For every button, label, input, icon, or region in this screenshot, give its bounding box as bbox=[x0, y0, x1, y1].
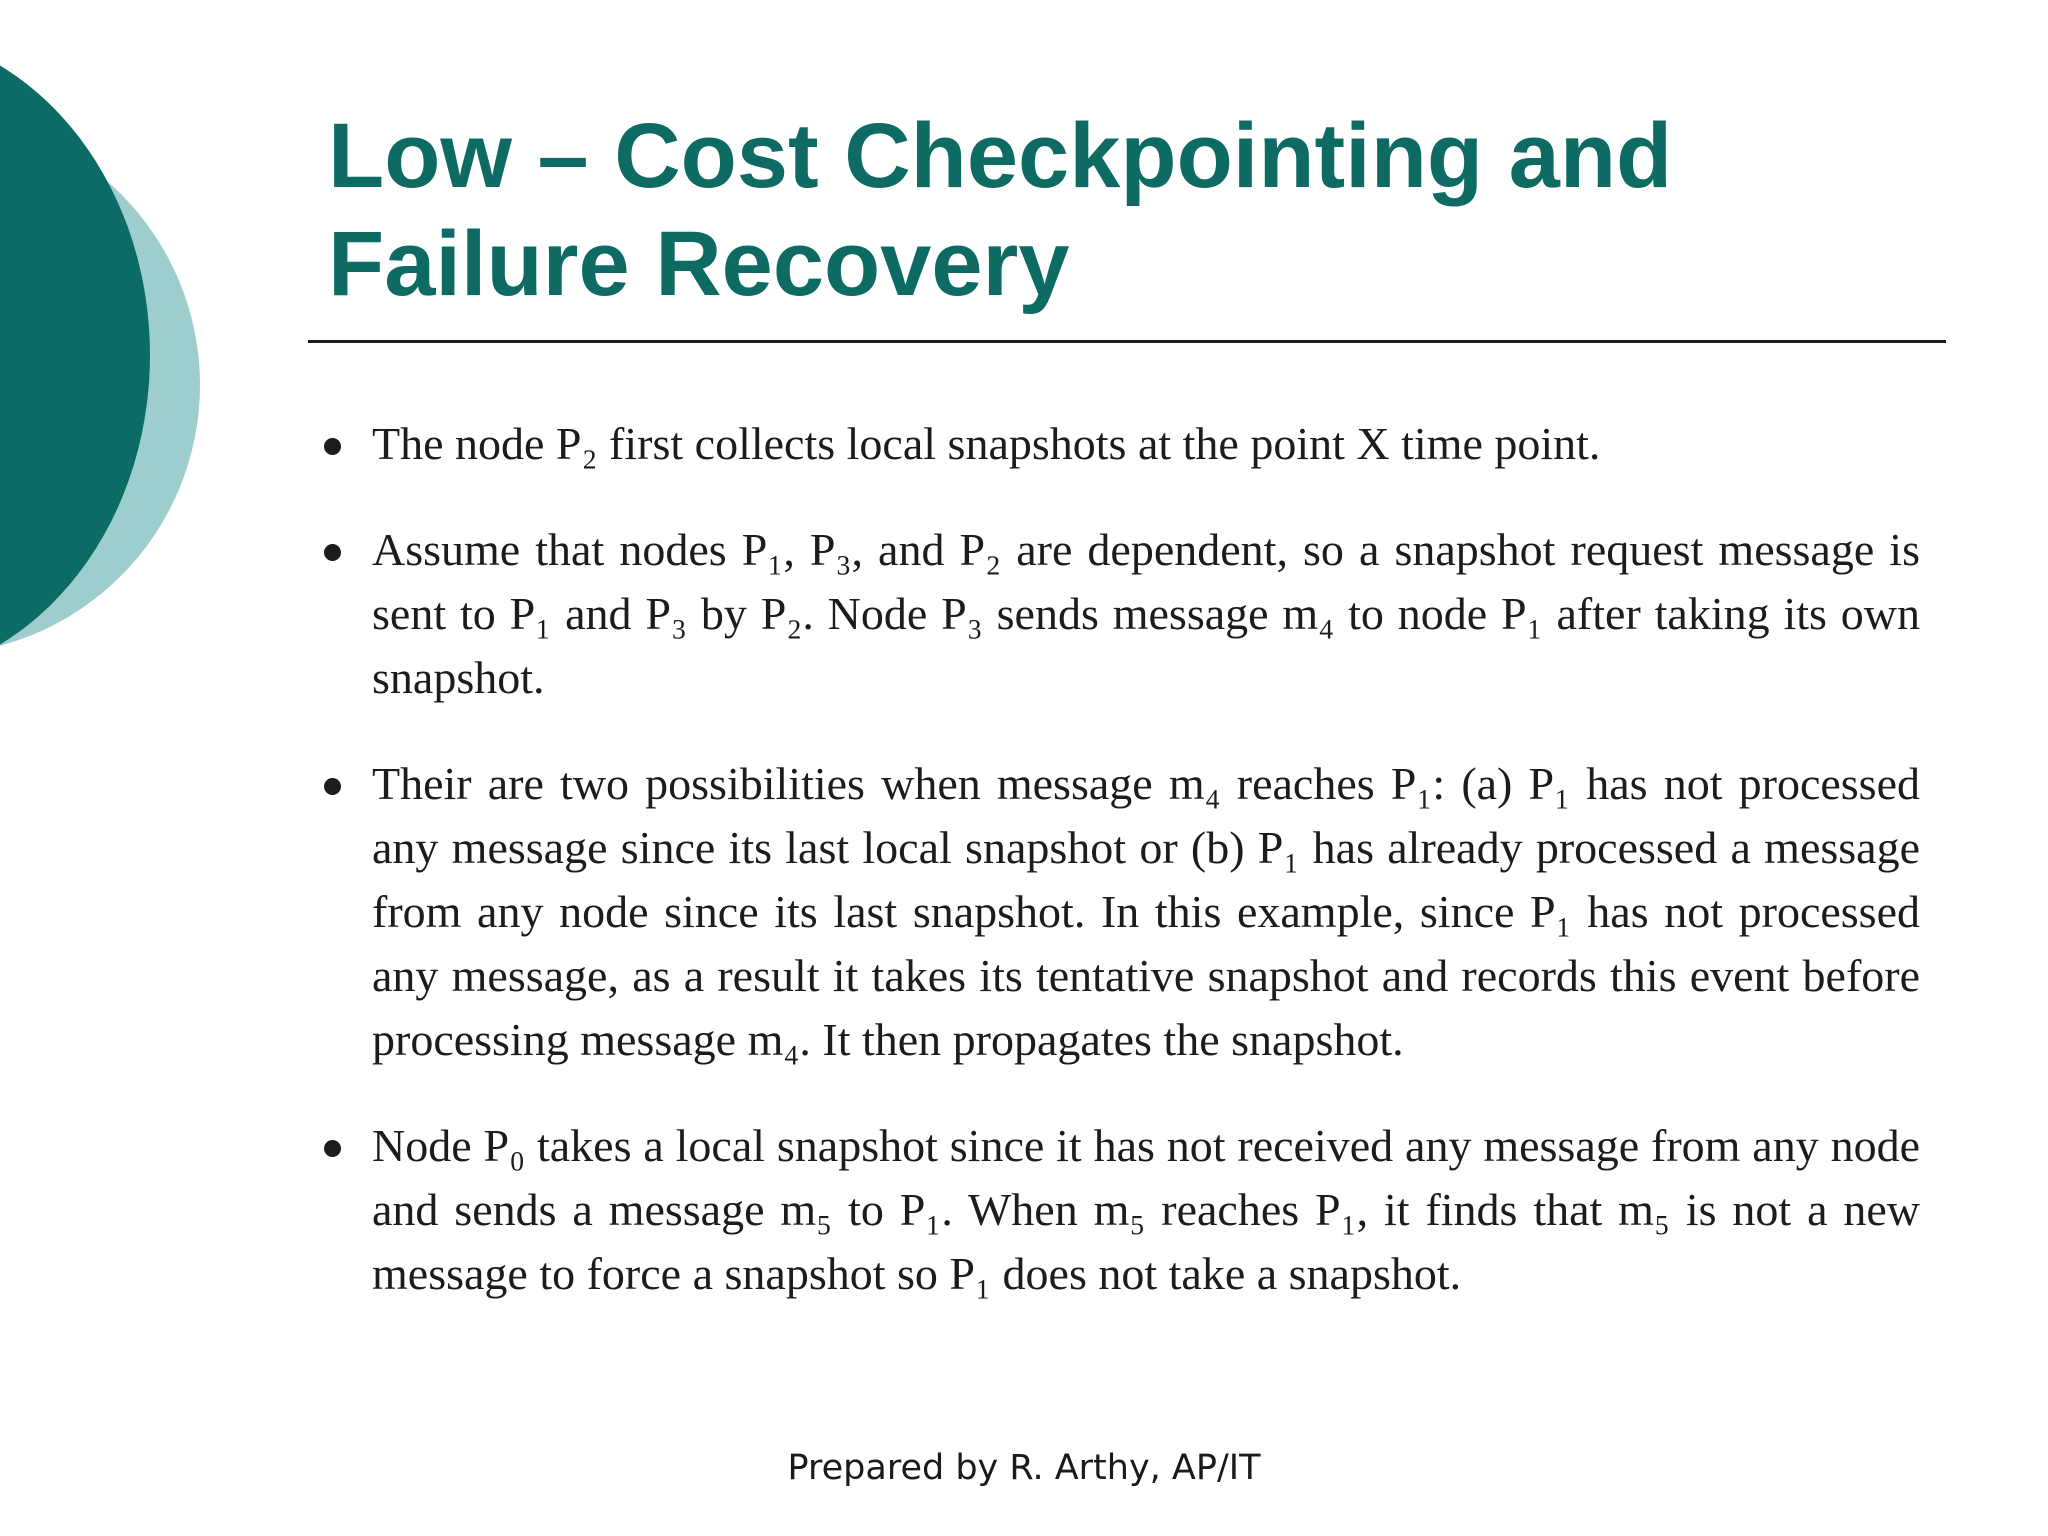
bullet-dot-icon bbox=[324, 778, 341, 795]
bullet-text: Their are two possibilities when message m₄ reaches P₁: (a) P₁ has not processed any message since its last local snapshot or (b) P₁ has already processed a message from any node since its last snapshot. In this example, since P₁ has not processed any message, as a result it takes its tentative snapshot and records this event before processing message m₄. It then propagates the snapshot. bbox=[372, 758, 1920, 1065]
bullet-item bbox=[320, 1114, 1920, 1306]
bullet-dot-icon bbox=[324, 438, 341, 455]
bullet-text: Node P₀ takes a local snapshot since it has not received any message from any node and sends a message m₅ to P₁. When m₅ reaches P₁, it finds that m₅ is not a new message to force a snapshot so P₁ does not take a snapshot. bbox=[372, 1120, 1920, 1299]
bullet-list bbox=[320, 412, 1920, 1348]
slide-title-line-2: Failure Recovery bbox=[328, 213, 1070, 315]
bullet-item bbox=[320, 412, 1920, 476]
footer-credit: Prepared by R. Arthy, AP/IT bbox=[787, 1448, 1261, 1488]
slide-title bbox=[328, 102, 1888, 318]
bullet-item bbox=[320, 752, 1920, 1072]
bullet-text: Assume that nodes P₁, P₃, and P₂ are dependent, so a snapshot request message is sent to P₁ and P₃ by P₂. Node P₃ sends message m₄ to node P₁ after taking its own snapshot. bbox=[372, 524, 1920, 703]
title-divider bbox=[308, 340, 1946, 343]
bullet-text: The node P₂ first collects local snapshots at the point X time point. bbox=[372, 418, 1601, 469]
slide-title-line-1: Low – Cost Checkpointing and bbox=[328, 105, 1673, 207]
bullet-dot-icon bbox=[324, 544, 341, 561]
bullet-item bbox=[320, 518, 1920, 710]
bullet-dot-icon bbox=[324, 1140, 341, 1157]
